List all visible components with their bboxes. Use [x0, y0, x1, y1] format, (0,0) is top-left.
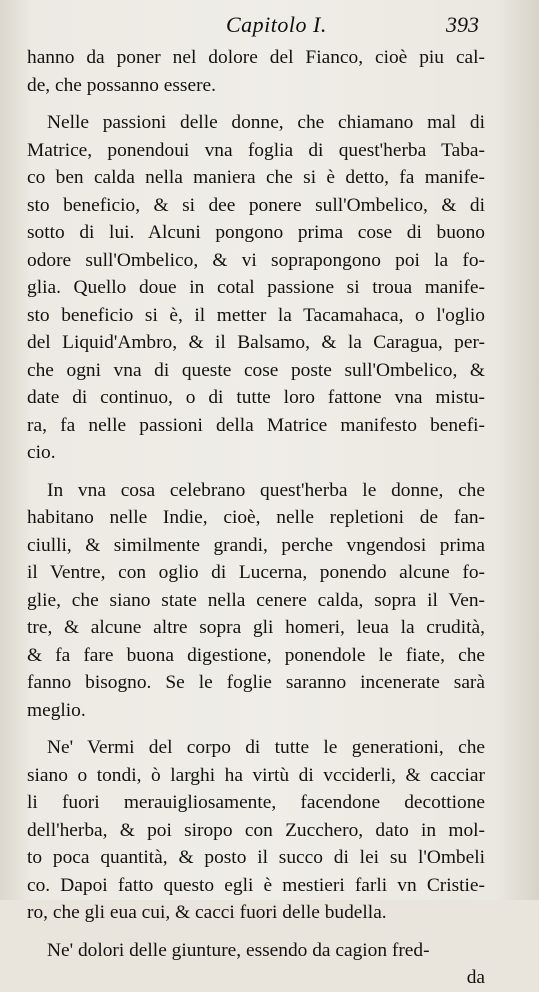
text-line: glia. Quello doue in cotal passione si troua manife-	[27, 277, 485, 298]
text-line: Nelle passioni delle donne, che chiamano mal di	[47, 112, 485, 133]
paragraph	[27, 44, 485, 99]
text-line: co ben calda nella maniera che si è detto, fa manife-	[27, 167, 485, 188]
text-line: dell'herba, & poi siropo con Zucchero, dato in mol-	[27, 819, 485, 841]
text-line: sotto di lui. Alcuni pongono prima cose di buono	[27, 222, 485, 243]
text-line: ciulli, & similmente grandi, perche vngendosi prima	[27, 534, 485, 556]
text-line: de, che possanno essere.	[27, 74, 216, 96]
text-line: Ne' dolori delle giunture, essendo da cagion fred-	[47, 939, 430, 961]
text-line: li fuori merauigliosamente, facendone decottione	[27, 792, 485, 813]
text-line: ro, che gli eua cui, & cacci fuori delle budella.	[27, 902, 387, 923]
text-line: Ne' Vermi del corpo di tutte le generationi, che	[47, 737, 485, 758]
text-line: sto beneficio, & si dee ponere sull'Ombelico, & di	[27, 194, 485, 216]
text-line: tre, & alcune altre sopra gli homeri, leua la crudità,	[27, 617, 485, 638]
body-text	[27, 44, 485, 992]
text-line: & fa fare buona digestione, ponendole le fiate, che	[27, 644, 485, 666]
running-head: Capitolo I.	[226, 12, 327, 37]
text-line: Matrice, ponendoui vna foglia di quest'herba Taba-	[27, 139, 485, 161]
text-line: meglio.	[27, 699, 86, 721]
text-line: to poca quantità, & posto il succo di lei su l'Ombeli	[27, 847, 485, 868]
page-header	[0, 8, 539, 40]
text-line: sto beneficio si è, il metter la Tacamahaca, o l'oglio	[27, 304, 485, 326]
text-line: odore sull'Ombelico, & vi soprapongono poi la fo-	[27, 249, 485, 271]
text-line: ra, fa nelle passioni della Matrice manifesto benefi-	[27, 414, 485, 436]
text-line: che ogni vna di queste cose poste sull'Ombelico, &	[27, 359, 485, 381]
text-line: siano o tondi, ò larghi ha virtù di vcciderli, & cacciar	[27, 764, 485, 786]
text-line: del Liquid'Ambro, & il Balsamo, & la Caragua, per-	[27, 332, 485, 353]
catchword: da	[466, 967, 485, 988]
text-line: co. Dapoi fatto questo egli è mestieri farli vn Cristie-	[27, 874, 485, 896]
text-line: In vna cosa celebrano quest'herba le donne, che	[47, 479, 485, 501]
paragraph	[27, 109, 485, 467]
text-line: fanno bisogno. Se le foglie saranno incenerate sarà	[27, 672, 485, 693]
text-line: glie, che siano state nella cenere calda, sopra il Ven-	[27, 589, 485, 611]
paragraph	[27, 477, 485, 725]
page-number: 393	[446, 12, 479, 37]
text-line: date di continuo, o di tutte loro fattone vna mistu-	[27, 387, 485, 408]
text-line: habitano nelle Indie, cioè, nelle repletioni de fan-	[27, 507, 485, 528]
paragraph	[27, 937, 485, 965]
text-line: hanno da poner nel dolore del Fianco, cioè piu cal-	[27, 47, 485, 68]
paragraph	[27, 734, 485, 927]
text-line: il Ventre, con oglio di Lucerna, ponendo alcune fo-	[27, 562, 485, 583]
text-line: cio.	[27, 442, 56, 463]
